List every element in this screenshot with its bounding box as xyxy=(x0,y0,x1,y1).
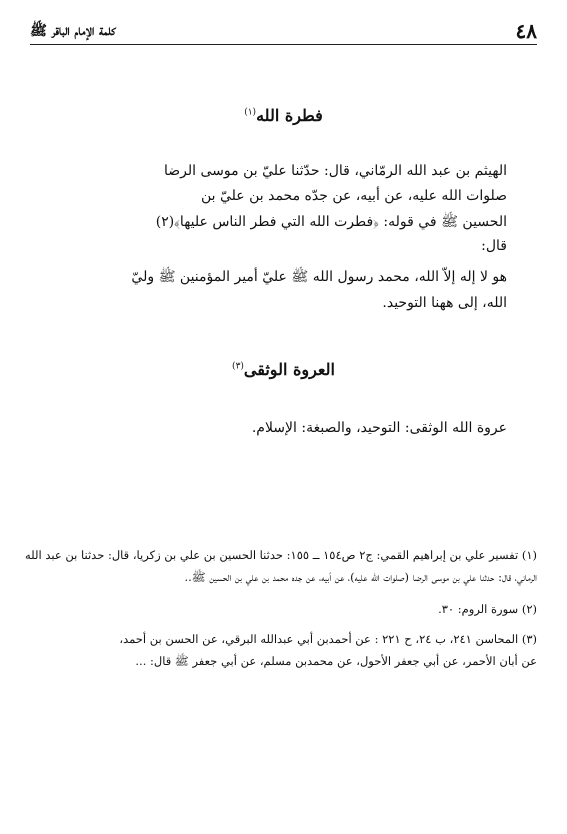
paragraph-tawhid xyxy=(40,268,507,323)
footnote-line: عن أبان الأحمر، عن أبي جعفر الأحول، عن محمدبن مسلم، عن أبي جعفر ﷺ قال: ... xyxy=(135,654,537,668)
section-title-fitrat-allah xyxy=(0,106,567,125)
footnote-marker: (١) xyxy=(244,107,257,118)
footnote-line: الرماني، قال: حدثنا علي بن موسى الرضا (صلوات الله عليه)، عن أبيه، عن جده محمد بن علي بن الحسين ﷺ.. xyxy=(184,570,537,584)
paragraph-narration xyxy=(40,163,507,263)
page-header xyxy=(30,19,537,45)
running-title: كلمة الإمام الباقر ﷺ xyxy=(30,23,116,39)
text-line: قال: xyxy=(481,238,507,254)
section-title-text: العروة الوثقى xyxy=(243,360,335,379)
text-line: صلوات الله عليه، عن أبيه، عن جدّه محمد بن عليّ بن xyxy=(201,188,507,204)
text-line: الحسين ﷺ في قوله: ﴿فطرت الله التي فطر الناس عليها﴾(٢) xyxy=(155,214,507,230)
section-title-urwat-wuthqa xyxy=(0,360,567,379)
text-line: عروة الله الوثقى: التوحيد، والصبغة: الإسلام. xyxy=(251,420,507,436)
page-number: ٤٨ xyxy=(515,19,537,43)
footnote-marker: (٣) xyxy=(232,361,244,372)
section-title-text: فطرة الله xyxy=(256,106,323,125)
text-line: الهيثم بن عبد الله الرمّاني، قال: حدّثنا عليّ بن موسى الرضا xyxy=(164,163,507,179)
footnote-line: (٢) سورة الروم: ٣٠. xyxy=(438,602,537,616)
paragraph-urwa xyxy=(40,420,507,444)
footnote-line: (٣) المحاسن ٢٤١، ب ٢٤، ح ٢٢١ : عن أحمدبن أبي عبدالله البرقي، عن الحسن بن أحمد، xyxy=(119,632,537,646)
text-line: هو لا إله إلاّ الله، محمد رسول الله ﷺ عليّ أمير المؤمنين ﷺ وليّ xyxy=(131,269,507,285)
text-line: الله، إلى ههنا التوحيد. xyxy=(382,295,507,311)
footnote-line: (١) تفسير علي بن إبراهيم القمي: ج٢ ص١٥٤ ــ ١٥٥: حدثنا الحسين بن علي بن زكريا، قال: حدثنا بن عبد الله xyxy=(25,548,537,562)
